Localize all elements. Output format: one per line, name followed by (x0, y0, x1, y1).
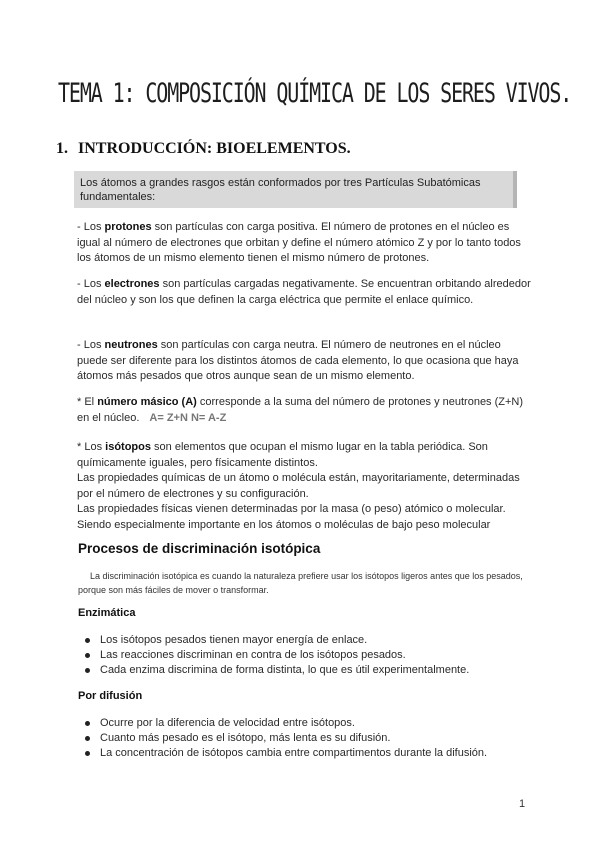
paragraph-neutrones (77, 338, 532, 385)
term-electrones: electrones (104, 278, 160, 290)
paragraph-prefix: - Los (77, 221, 105, 233)
formula: A= Z+N N= A-Z (149, 411, 227, 424)
list-item-text: Cuanto más pesado es el isótopo, más lenta es su difusión. (100, 732, 391, 744)
paragraph-protones (77, 220, 532, 267)
isotopos-line-3: Las propiedades físicas vienen determinadas por la masa (o peso) atómico o molecular. Siendo especialmente importante en los átomos o moléculas de bajo peso molecular (77, 503, 506, 531)
isotopos-line-1 (77, 440, 532, 471)
section-heading (56, 140, 351, 158)
procesos-intro: La discriminación isotópica es cuando la naturaleza prefiere usar los isótopos ligeros antes que los pesados, porque son más fáciles de mover o transformar. (78, 571, 523, 595)
difusion-list (82, 716, 532, 761)
page-number: 1 (519, 798, 526, 810)
paragraph-text: son partículas cargadas negativamente. Se encuentran orbitando alrededor del núcleo y son los que definen la carga eléctrica que permite el enlace químico. (77, 278, 531, 306)
callout-box: Los átomos a grandes rasgos están conformados por tres Partículas Subatómicas fundamentales: (74, 171, 517, 208)
bullet-icon (85, 653, 90, 658)
enzimatica-heading: Enzimática (78, 607, 136, 619)
list-item (82, 648, 532, 663)
paragraph-electrones (77, 277, 532, 308)
procesos-heading: Procesos de discriminación isotópica (78, 541, 321, 556)
list-item-text: Ocurre por la diferencia de velocidad entre isótopos. (100, 717, 355, 729)
bullet-icon (85, 736, 90, 741)
section-number: 1. (56, 140, 68, 157)
term-protones: protones (104, 221, 152, 233)
term-isotopos: isótopos (105, 441, 151, 453)
bullet-icon (85, 721, 90, 726)
term-numero-masico: número másico (A) (97, 396, 197, 408)
list-item-text: La concentración de isótopos cambia entre compartimentos durante la difusión. (100, 747, 488, 759)
document-title: TEMA 1: COMPOSICIÓN QUÍMICA DE LOS SERES VIVOS. (58, 78, 572, 109)
paragraph-prefix: - Los (77, 278, 105, 290)
list-item (82, 731, 532, 746)
paragraph-text: corresponde a la suma del número de protones y neutrones (Z+N) en el núcleo. (77, 396, 524, 424)
list-item-text: Cada enzima discrimina de forma distinta, lo que es útil experimentalmente. (100, 664, 470, 676)
list-item (82, 716, 532, 731)
difusion-heading: Por difusión (78, 690, 143, 702)
list-item-text: Los isótopos pesados tienen mayor energía de enlace. (100, 634, 368, 646)
list-item (82, 746, 532, 761)
section-title: INTRODUCCIÓN: BIOELEMENTOS. (78, 140, 351, 157)
list-item-text: Las reacciones discriminan en contra de los isótopos pesados. (100, 649, 406, 661)
list-item (82, 633, 532, 648)
paragraph-text: son partículas con carga positiva. El número de protones en el núcleo es igual al número de electrones que orbitan y define el número atómico Z y por lo tanto todos los átomos de un mismo elemento tienen el mismo número de protones. (77, 221, 521, 264)
enzimatica-list (82, 633, 532, 678)
paragraph-isotopos (77, 440, 532, 533)
term-neutrones: neutrones (104, 339, 158, 351)
paragraph-prefix: * El (77, 396, 98, 408)
paragraph-text: son partículas con carga neutra. El número de neutrones en el núcleo puede ser diferente para los distintos átomos de cada elemento, lo que ocasiona que haya átomos más pesados que otros aunque sean de un mismo elemento. (77, 339, 519, 382)
isotopos-line-2: Las propiedades químicas de un átomo o molécula están, mayoritariamente, determinadas por el número de electrones y su configuración. (77, 472, 520, 500)
bullet-icon (85, 668, 90, 673)
paragraph-prefix: - Los (77, 339, 105, 351)
list-item (82, 663, 532, 678)
paragraph-prefix: * Los (77, 441, 106, 453)
bullet-icon (85, 751, 90, 756)
bullet-icon (85, 638, 90, 643)
paragraph-numero-masico (77, 395, 532, 426)
paragraph-text: son elementos que ocupan el mismo lugar en la tabla periódica. Son químicamente iguales, pero físicamente distintos. (77, 441, 488, 469)
